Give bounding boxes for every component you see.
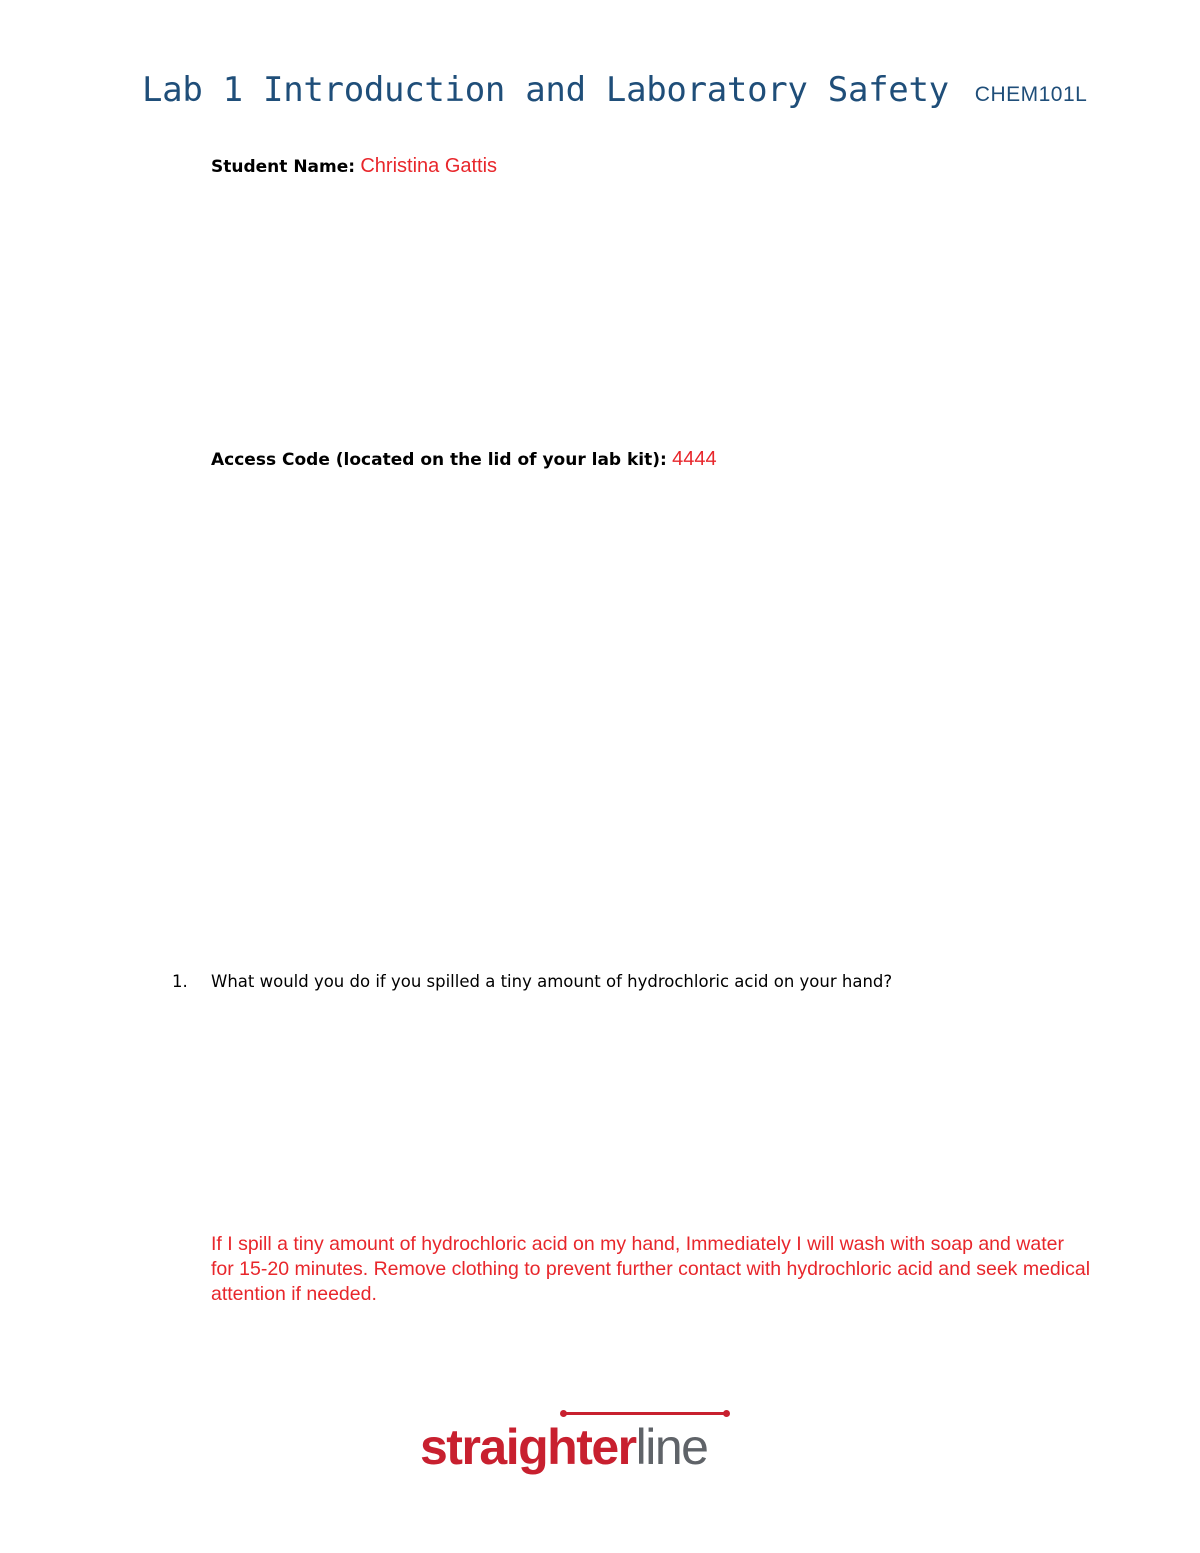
- logo-strong-part: straighter: [420, 1419, 636, 1475]
- student-name-label: Student Name:: [211, 157, 356, 177]
- answer-text: If I spill a tiny amount of hydrochloric acid on my hand, Immediately I will wash with soap and water for 15-20 minutes. Remove clothing to prevent further contact with hydrochloric acid and seek medical attention if needed.: [211, 1233, 1091, 1305]
- access-code-label: Access Code (located on the lid of your lab kit):: [211, 450, 667, 470]
- document-title: Lab 1 Introduction and Laboratory Safety: [142, 70, 949, 110]
- logo-wordmark: [420, 1418, 707, 1476]
- access-code-field: [211, 448, 717, 471]
- logo-light-part: line: [635, 1419, 708, 1475]
- course-code: CHEM101L: [974, 83, 1088, 106]
- logo-accent-bar: [564, 1412, 726, 1415]
- logo-accent-dot-right: [723, 1410, 730, 1417]
- logo-accent-dot-left: [560, 1410, 567, 1417]
- question-text: What would you do if you spilled a tiny amount of hydrochloric acid on your hand?: [211, 972, 893, 991]
- straighterline-logo: [420, 1412, 780, 1482]
- question-item: [172, 972, 892, 991]
- student-name-value: Christina Gattis: [360, 155, 498, 177]
- document-header: [142, 70, 1087, 110]
- question-number: 1.: [172, 972, 188, 991]
- student-name-field: [211, 155, 497, 178]
- access-code-value: 4444: [672, 448, 717, 470]
